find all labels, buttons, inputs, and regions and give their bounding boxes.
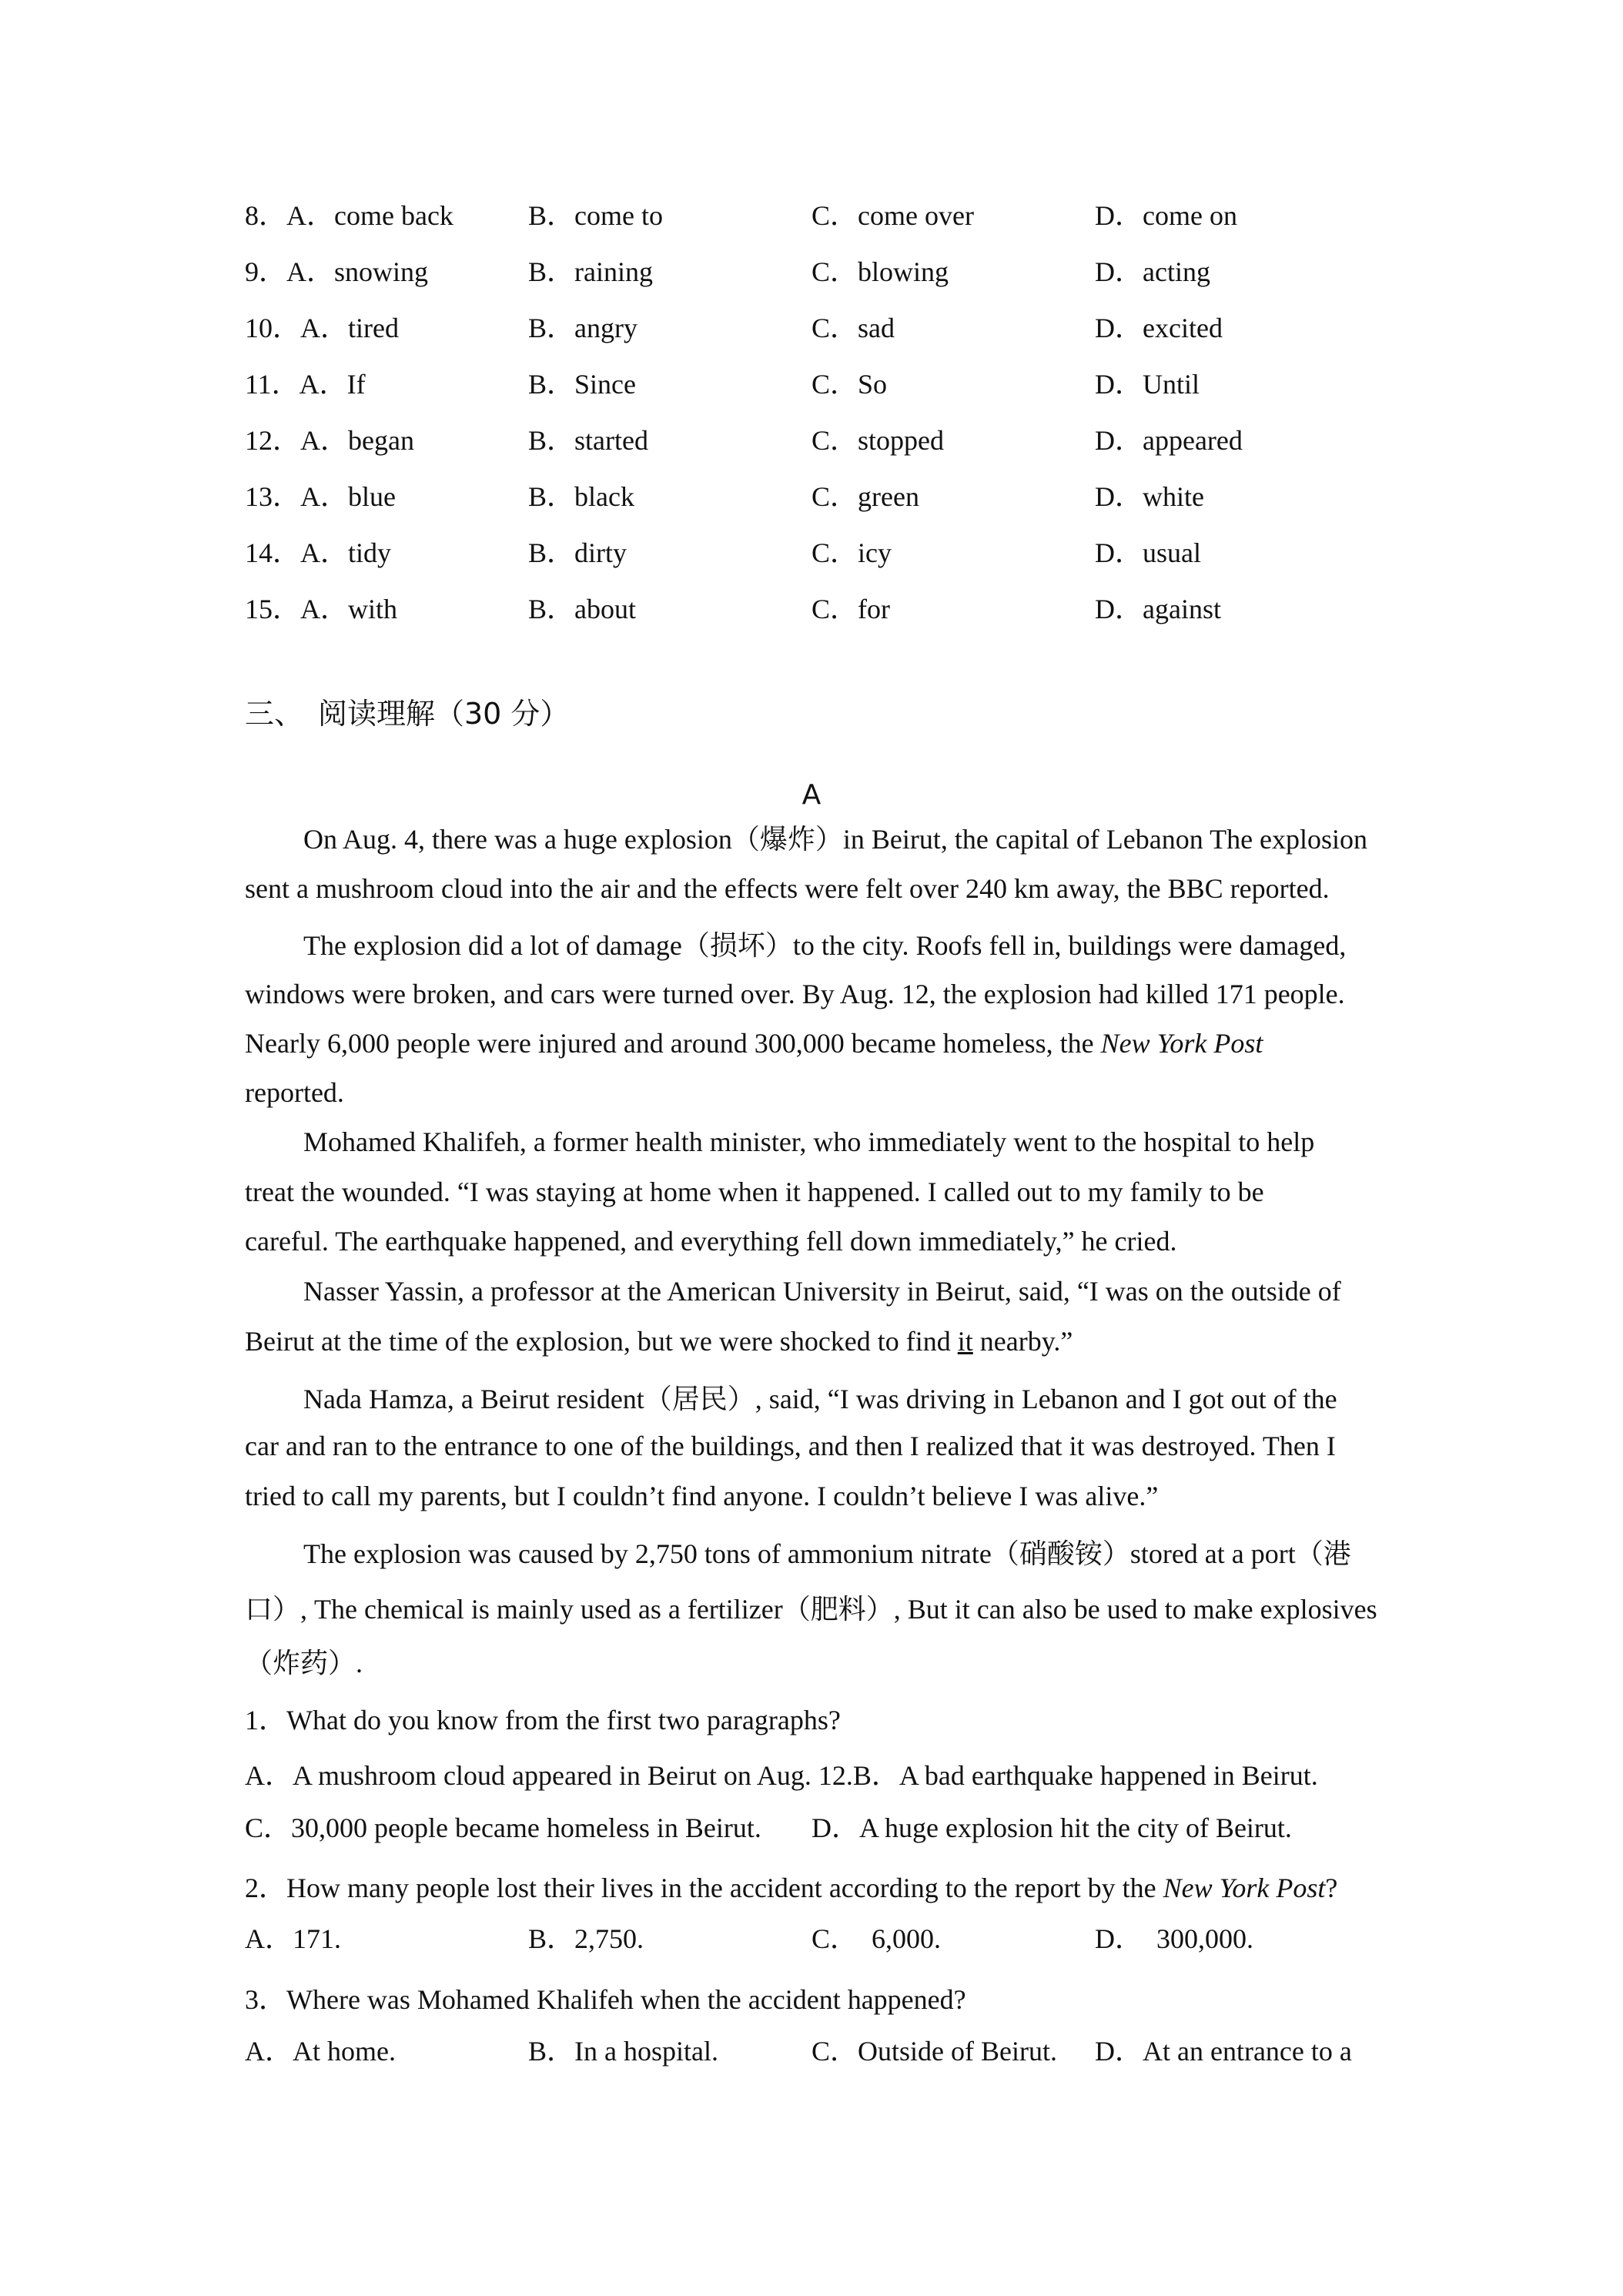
- option-b: B．raining: [528, 256, 653, 287]
- passage-line: The explosion was caused by 2,750 tons of ammonium nitrate（硝酸铵）stored at a port（港: [303, 1538, 1351, 1569]
- option-d: D．usual: [1095, 537, 1201, 568]
- option-a-text: A．blue: [300, 481, 396, 512]
- question-number: 8．: [245, 200, 287, 231]
- passage-line: The explosion did a lot of damage（损坏）to the city. Roofs fell in, buildings were damaged,: [303, 930, 1347, 961]
- option-d: D．Until: [1095, 369, 1200, 400]
- passage-text: Beirut at the time of the explosion, but we were shocked to find: [245, 1326, 958, 1357]
- option-a: [245, 536, 391, 570]
- option-d: D．A huge explosion hit the city of Beirut.: [812, 1812, 1292, 1843]
- option-d: D．At an entrance to a: [1095, 2036, 1352, 2067]
- passage-line: Nasser Yassin, a professor at the American University in Beirut, said, “I was on the outside of: [303, 1276, 1341, 1307]
- passage-line: [245, 1027, 1392, 1059]
- question-mark: ?: [1325, 1873, 1338, 1903]
- question-3: 3．Where was Mohamed Khalifeh when the accident happened?: [245, 1984, 966, 2015]
- passage-line: sent a mushroom cloud into the air and the effects were felt over 240 km away, the BBC reported.: [245, 873, 1330, 904]
- option-a: [245, 480, 396, 514]
- newspaper-name: New York Post: [1100, 1028, 1263, 1059]
- option-a: [245, 255, 428, 289]
- section-heading: 三、 阅读理解（30 分）: [245, 697, 570, 731]
- question-1: 1．What do you know from the first two paragraphs?: [245, 1705, 841, 1735]
- passage-line: Nada Hamza, a Beirut resident（居民）, said, “I was driving in Lebanon and I got out of the: [303, 1384, 1337, 1414]
- option-a: [245, 592, 397, 626]
- question-2: [245, 1866, 1392, 1906]
- passage-line: [245, 1325, 1392, 1357]
- question-text: 2．How many people lost their lives in the accident according to the report by the: [245, 1873, 1163, 1903]
- option-a: [245, 199, 453, 233]
- option-d: D． 300,000.: [1095, 1923, 1253, 1954]
- question-1-options-ab: A．A mushroom cloud appeared in Beirut on Aug. 12.B．A bad earthquake happened in Beirut.: [245, 1760, 1318, 1791]
- passage-line: car and ran to the entrance to one of the buildings, and then I realized that it was destroyed. Then I: [245, 1431, 1336, 1461]
- question-number: 13．: [245, 481, 301, 512]
- option-c: C．sad: [812, 313, 895, 343]
- option-c: C．Outside of Beirut.: [812, 2036, 1057, 2067]
- passage-text: Nearly 6,000 people were injured and around 300,000 became homeless, the: [245, 1028, 1101, 1059]
- option-d: D．white: [1095, 481, 1204, 512]
- option-a: A．171.: [245, 1923, 341, 1954]
- option-c: C．30,000 people became homeless in Beirut.: [245, 1812, 761, 1843]
- passage-title: A: [801, 779, 822, 811]
- option-d: D．excited: [1095, 313, 1223, 343]
- option-d: D．come on: [1095, 200, 1237, 231]
- option-c: C．come over: [812, 200, 974, 231]
- option-b: B．dirty: [528, 537, 627, 568]
- option-a: [245, 311, 399, 345]
- option-c: C．for: [812, 594, 890, 624]
- option-a-text: A．with: [300, 594, 398, 624]
- option-a: [245, 423, 414, 457]
- option-b: B．started: [528, 425, 648, 456]
- option-a-text: A．tidy: [300, 537, 392, 568]
- option-a-text: A．began: [300, 425, 414, 456]
- underlined-word: it: [957, 1326, 973, 1357]
- option-d: D．acting: [1095, 256, 1210, 287]
- option-a-text: A．If: [299, 369, 366, 400]
- passage-line: On Aug. 4, there was a huge explosion（爆炸）in Beirut, the capital of Lebanon The explosion: [303, 824, 1368, 855]
- passage-line: （炸药）.: [245, 1648, 363, 1678]
- option-a: A．At home.: [245, 2036, 396, 2067]
- question-number: 9．: [245, 256, 287, 287]
- option-b: B．In a hospital.: [528, 2036, 718, 2067]
- option-a-text: A．come back: [286, 200, 453, 231]
- option-b: B．Since: [528, 369, 636, 400]
- passage-line: 口）, The chemical is mainly used as a fertilizer（肥料）, But it can also be used to make explosives: [245, 1594, 1377, 1625]
- passage-line: treat the wounded. “I was staying at home when it happened. I called out to my family to be: [245, 1176, 1264, 1207]
- question-number: 15．: [245, 594, 301, 624]
- newspaper-name: New York Post: [1163, 1873, 1326, 1903]
- passage-line: careful. The earthquake happened, and everything fell down immediately,” he cried.: [245, 1226, 1177, 1257]
- option-b: B．come to: [528, 200, 663, 231]
- passage-line: windows were broken, and cars were turned over. By Aug. 12, the explosion had killed 171 people.: [245, 979, 1345, 1009]
- option-c: C．blowing: [812, 256, 949, 287]
- passage-line: Mohamed Khalifeh, a former health minister, who immediately went to the hospital to help: [303, 1126, 1315, 1157]
- question-number: 11．: [245, 369, 300, 400]
- option-b: B．angry: [528, 313, 637, 343]
- question-number: 10．: [245, 313, 301, 343]
- option-c: C．icy: [812, 537, 892, 568]
- question-number: 14．: [245, 537, 301, 568]
- option-a-text: A．snowing: [286, 256, 429, 287]
- option-b: B．black: [528, 481, 634, 512]
- passage-line: tried to call my parents, but I couldn’t find anyone. I couldn’t believe I was alive.”: [245, 1481, 1159, 1511]
- option-d: D．against: [1095, 594, 1221, 624]
- option-c: C． 6,000.: [812, 1923, 942, 1954]
- question-number: 12．: [245, 425, 301, 456]
- option-d: D．appeared: [1095, 425, 1243, 456]
- passage-line: reported.: [245, 1077, 344, 1108]
- option-c: C．stopped: [812, 425, 945, 456]
- option-c: C．green: [812, 481, 919, 512]
- option-b: B．2,750.: [528, 1923, 644, 1954]
- option-a: [245, 367, 366, 401]
- option-c: C．So: [812, 369, 888, 400]
- option-a-text: A．tired: [300, 313, 399, 343]
- passage-text: nearby.”: [972, 1326, 1073, 1357]
- option-b: B．about: [528, 594, 636, 624]
